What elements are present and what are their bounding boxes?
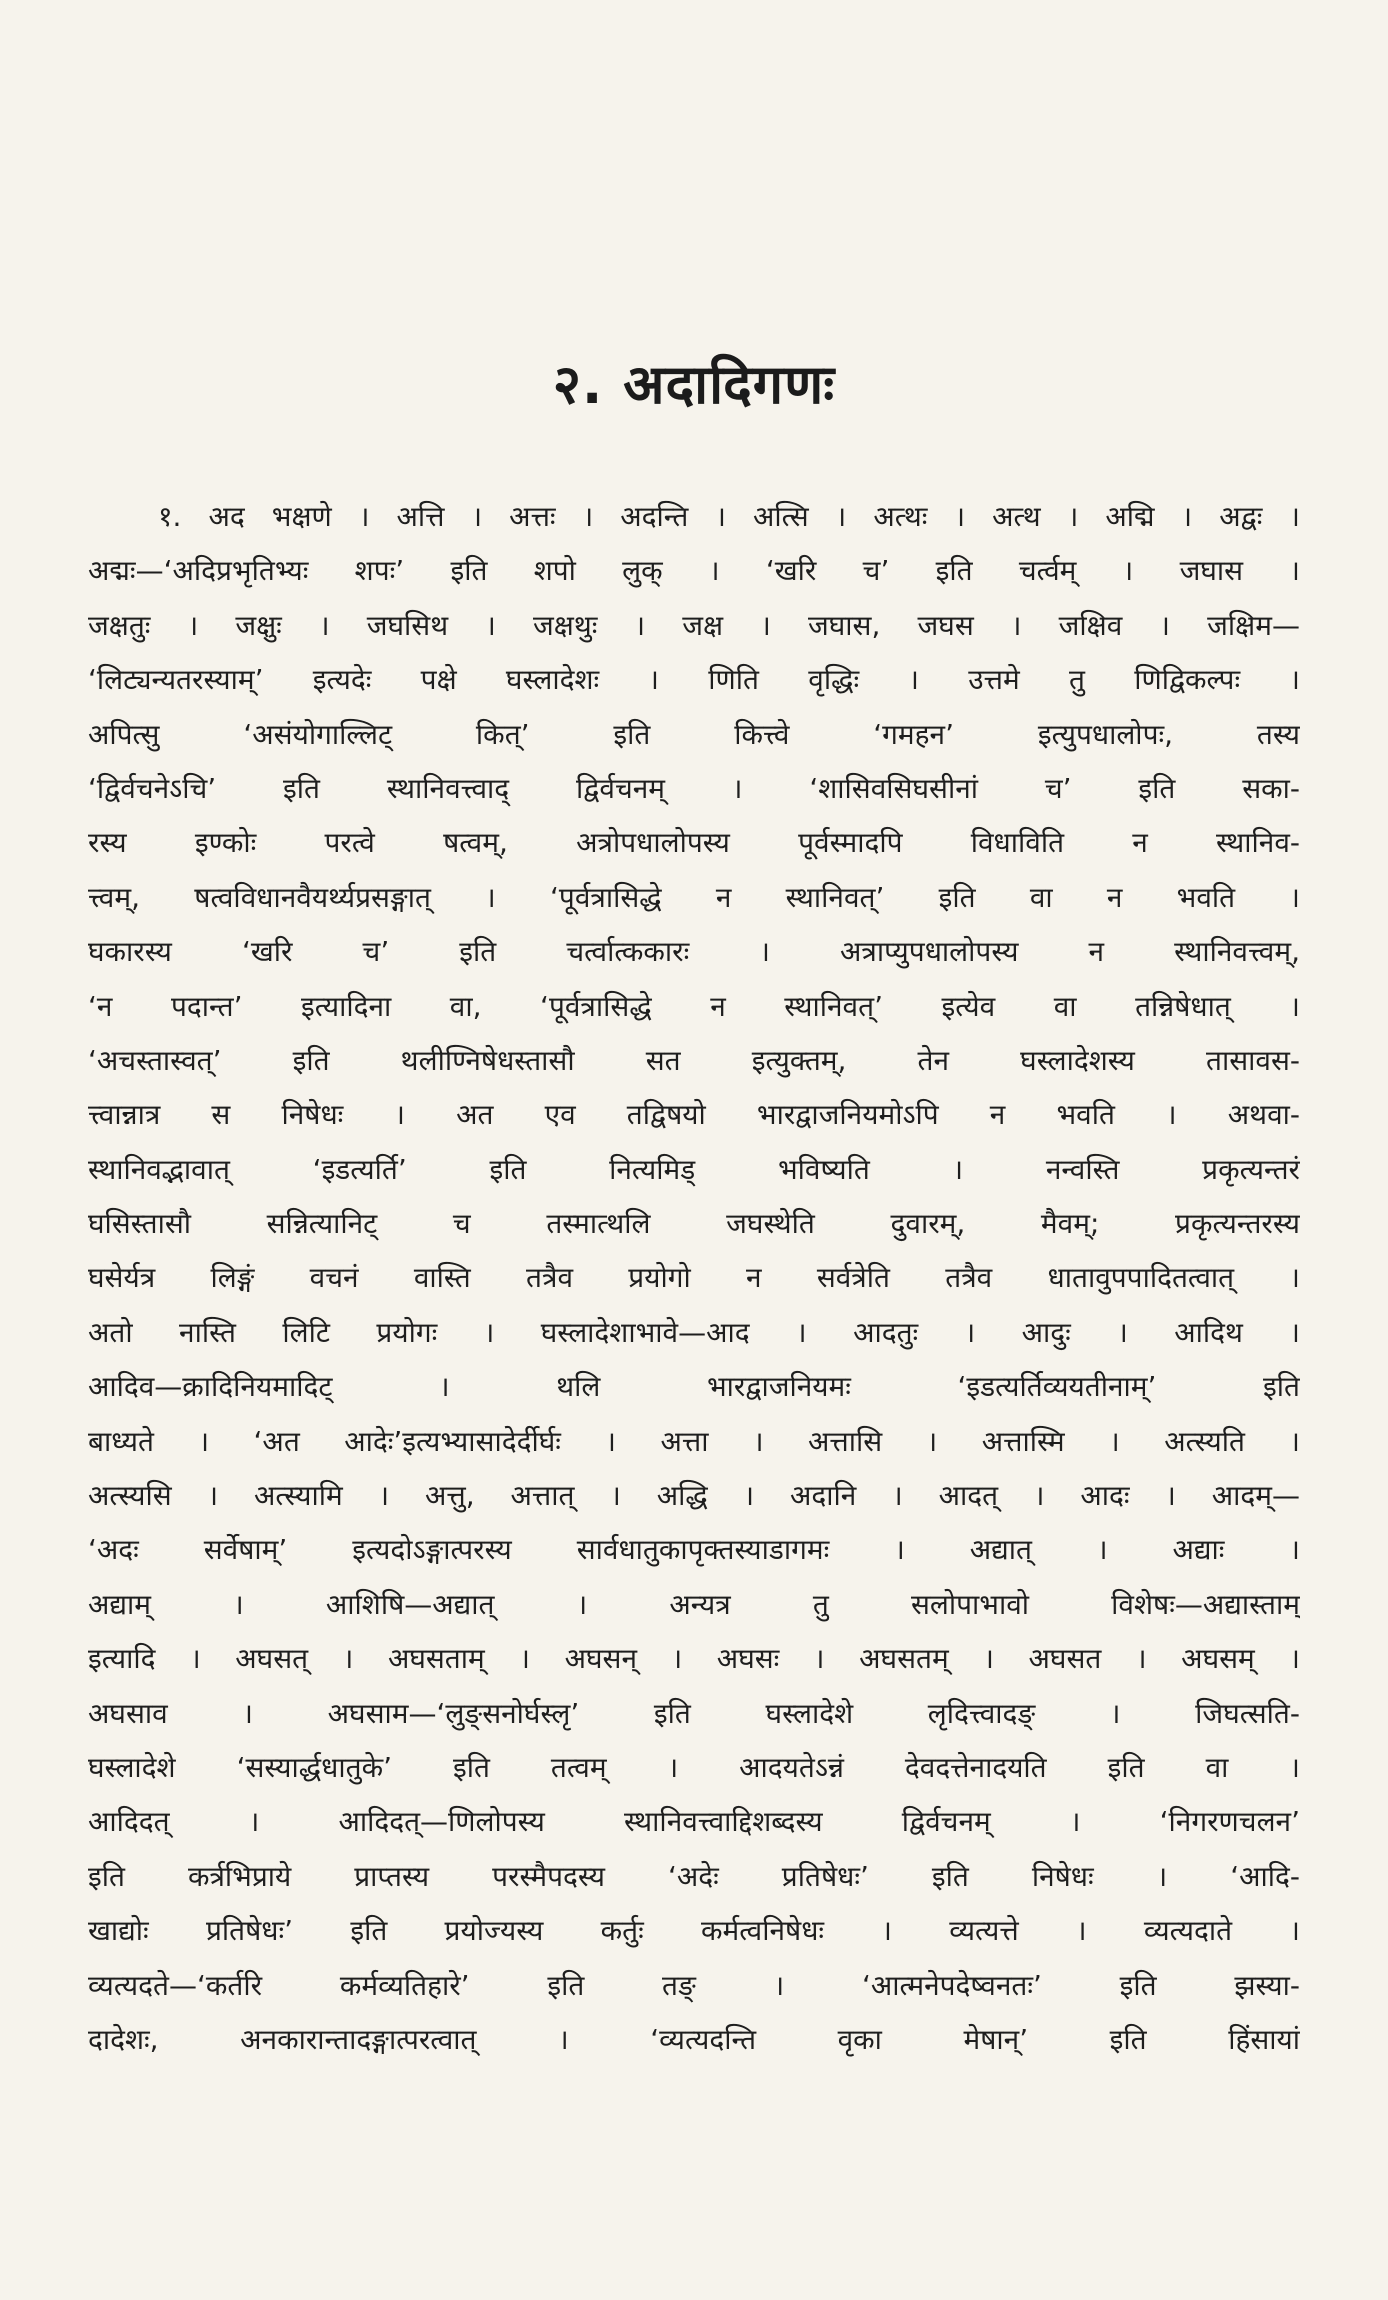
text-line-29: दादेशः, अनकारान्तादङ्गात्परत्वात् । ‘व्यत्यदन्ति वृका मेषान्’ इति हिंसायां <box>88 2022 1300 2056</box>
text-line-26: इति कर्त्रभिप्राये प्राप्तस्य परस्मैपदस्य ‘अदेः प्रतिषेधः’ इति निषेधः । ‘आदि- <box>88 1859 1300 1893</box>
text-line-25: आदिदत् । आदिदत्—णिलोपस्य स्थानिवत्त्वाद्दिशब्दस्य द्विर्वचनम् । ‘निगरणचलन’ <box>88 1805 1300 1839</box>
text-line-23: अघसाव । अघसाम—‘लुङ्सनोर्घस्लृ’ इति घस्लादेशे लृदित्त्वादङ् । जिघत्सति- <box>88 1696 1300 1730</box>
text-line-28: व्यत्यदते—‘कर्तरि कर्मव्यतिहारे’ इति तङ् । ‘आत्मनेपदेष्वनतः’ इति झस्या- <box>88 1968 1300 2002</box>
text-line-2: अद्मः—‘अदिप्रभृतिभ्यः शपः’ इति शपो लुक् । ‘खरि च’ इति चर्त्वम् । जघास । <box>88 554 1300 588</box>
text-line-21: अद्याम् । आशिषि—अद्यात् । अन्यत्र तु सलोपाभावो विशेषः—अद्यास्ताम् <box>88 1587 1300 1621</box>
text-line-15: घसेर्यत्र लिङ्गं वचनं वास्ति तत्रैव प्रयोगो न सर्वत्रेति तत्रैव धातावुपपादितत्वात् । <box>88 1261 1300 1295</box>
text-line-3: जक्षतुः । जक्षुः । जघसिथ । जक्षथुः । जक्ष । जघास, जघस । जक्षिव । जक्षिम— <box>88 608 1300 642</box>
chapter-heading: २. अदादिगणः <box>552 353 836 416</box>
text-line-17: आदिव—क्रादिनियमादिट् । थलि भारद्वाजनियमः ‘इडत्यर्तिव्ययतीनाम्’ इति <box>88 1370 1300 1404</box>
text-line-11: ‘अचस्तास्वत्’ इति थलीण्निषेधस्तासौ सत इत्युक्तम्, तेन घस्लादेशस्य तासावस- <box>88 1043 1300 1077</box>
text-line-13: स्थानिवद्भावात् ‘इडत्यर्ति’ इति नित्यमिड् भविष्यति । नन्वस्ति प्रकृत्यन्तरं <box>88 1152 1300 1186</box>
text-line-1: १. अद भक्षणे । अत्ति । अत्तः । अदन्ति । अत्सि । अत्थः । अत्थ । अद्मि । अद्वः । <box>158 500 1300 533</box>
text-line-8: त्त्वम्, षत्वविधानवैयर्थ्यप्रसङ्गात् । ‘पूर्वत्रासिद्धे न स्थानिवत्’ इति वा न भवति । <box>88 880 1300 914</box>
text-line-5: अपित्सु ‘असंयोगाल्लिट् कित्’ इति कित्त्वे ‘गमहन’ इत्युपधालोपः, तस्य <box>88 717 1300 751</box>
text-line-24: घस्लादेशे ‘सस्यार्द्धधातुके’ इति तत्वम् । आदयतेऽन्नं देवदत्तेनादयति इति वा । <box>88 1750 1300 1784</box>
text-line-9: घकारस्य ‘खरि च’ इति चर्त्वात्ककारः । अत्राप्युपधालोपस्य न स्थानिवत्त्वम्, <box>88 935 1300 969</box>
text-line-18: बाध्यते । ‘अत आदेः’इत्यभ्यासादेर्दीर्घः । अत्ता । अत्तासि । अत्तास्मि । अत्स्यति । <box>88 1424 1300 1458</box>
text-line-7: रस्य इण्कोः परत्वे षत्वम्, अत्रोपधालोपस्य पूर्वस्मादपि विधाविति न स्थानिव- <box>88 826 1300 860</box>
text-line-4: ‘लिट्यन्यतरस्याम्’ इत्यदेः पक्षे घस्लादेशः । णिति वृद्धिः । उत्तमे तु णिद्विकल्पः । <box>88 663 1300 697</box>
text-line-22: इत्यादि । अघसत् । अघसताम् । अघसन् । अघसः । अघसतम् । अघसत । अघसम् । <box>88 1642 1300 1676</box>
text-line-27: खाद्योः प्रतिषेधः’ इति प्रयोज्यस्य कर्तुः कर्मत्वनिषेधः । व्यत्यत्ते । व्यत्यदाते । <box>88 1914 1300 1948</box>
text-line-10: ‘न पदान्त’ इत्यादिना वा, ‘पूर्वत्रासिद्धे न स्थानिवत्’ इत्येव वा तन्निषेधात् । <box>88 989 1300 1023</box>
text-line-14: घसिस्तासौ सन्नित्यानिट् च तस्मात्थलि जघस्थेति दुवारम्, मैवम्; प्रकृत्यन्तरस्य <box>88 1207 1300 1241</box>
text-line-19: अत्स्यसि । अत्स्यामि । अत्तु, अत्तात् । अद्धि । अदानि । आदत् । आदः । आदम्— <box>88 1479 1300 1513</box>
text-line-20: ‘अदः सर्वेषाम्’ इत्यदोऽङ्गात्परस्य सार्वधातुकापृक्तस्याडागमः । अद्यात् । अद्याः । <box>88 1533 1300 1567</box>
text-line-12: त्त्वान्नात्र स निषेधः । अत एव तद्विषयो भारद्वाजनियमोऽपि न भवति । अथवा- <box>88 1098 1300 1132</box>
text-line-6: ‘द्विर्वचनेऽचि’ इति स्थानिवत्त्वाद् द्विर्वचनम् । ‘शासिवसिघसीनां च’ इति सका- <box>88 771 1300 805</box>
body-paragraph <box>88 490 1300 2067</box>
text-line-16: अतो नास्ति लिटि प्रयोगः । घस्लादेशाभावे—आद । आदतुः । आदुः । आदिथ । <box>88 1315 1300 1349</box>
